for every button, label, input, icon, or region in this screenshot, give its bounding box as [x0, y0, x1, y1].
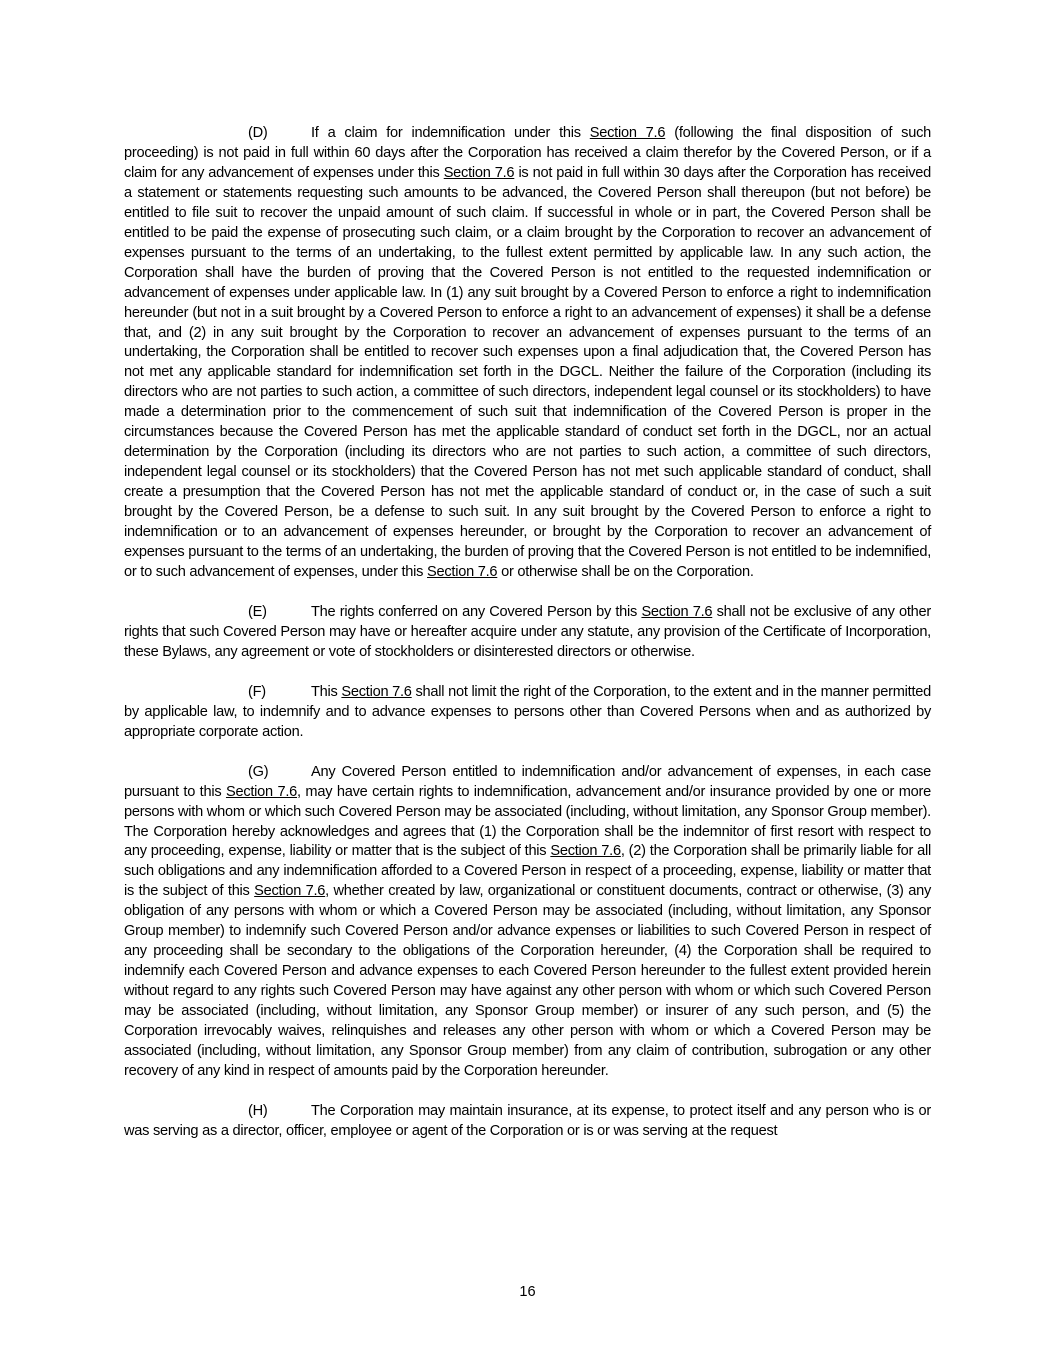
paragraph-label: (D) — [248, 125, 268, 141]
section-reference: Section 7.6 — [254, 883, 326, 900]
paragraph-h — [124, 1102, 931, 1142]
paragraph-label: (F) — [248, 683, 266, 700]
paragraph-d — [124, 124, 931, 583]
text-run: The Corporation may maintain insurance, at its expense, to protect itself and any person who is or was serving as a director, officer, employee or agent of the Corporation or is or was serving at the request — [124, 1102, 931, 1139]
section-reference: Section 7.6 — [443, 164, 515, 181]
text-run: , (2) the Corporation shall be primarily liable for all such obligations and any indemnification afforded to a Covered Person in respect of a proceeding, expense, liability or matter that is the subject of this — [124, 843, 931, 900]
text-run: (following the final disposition of such proceeding) is not paid in full within 60 days after the Corporation has received a claim therefor by the Covered Person, or if a claim for any advancement of expenses under this — [124, 125, 931, 181]
paragraph-e — [124, 603, 931, 663]
section-reference: Section 7.6 — [341, 683, 412, 700]
text-run: Any Covered Person entitled to indemnification and/or advancement of expenses, in each case pursuant to this — [124, 763, 931, 800]
section-reference: Section 7.6 — [641, 603, 713, 620]
text-run: shall not be exclusive of any other rights that such Covered Person may have or hereafter acquire under any statute, any provision of the Certificate of Incorporation, these Bylaws, any agreement or vote of stockholders or disinterested directors or otherwise. — [124, 603, 931, 660]
paragraph-label: (E) — [248, 603, 267, 620]
text-run: , may have certain rights to indemnification, advancement and/or insurance provided by one or more persons with whom or which such Covered Person may be associated (including, without limitation, any Sponsor Group member). The Corporation hereby acknowledges and agrees that (1) the Corporation shall be the indemnitor of first resort with respect to any proceeding, expense, liability or matter that is the subject of this — [124, 783, 931, 860]
text-run: The rights conferred on any Covered Person by this — [311, 603, 642, 620]
section-reference: Section 7.6 — [589, 125, 666, 141]
text-run: shall not limit the right of the Corporation, to the extent and in the manner permitted by applicable law, to indemnify and to advance expenses to persons other than Covered Persons when and as authorized by appropriate corporate action. — [124, 683, 931, 740]
text-run: , whether created by law, organizational or constituent documents, contract or otherwise, (3) any obligation of any persons with whom or which a Covered Person may be associated (including, without limitation, any Sponsor Group member) to indemnify such Covered Person and/or advance expenses or liabilities to such Covered Person in respect of any proceeding shall be secondary to the obligations of the Corporation hereunder, (4) the Corporation shall be required to indemnify each Covered Person and advance expenses to each Covered Person hereunder to the fullest extent provided herein without regard to any rights such Covered Person may have against any other person with whom or which such Covered Person may be associated (including, without limitation, any Sponsor Group member) or insurer of any such person, and (5) the Corporation irrevocably waives, relinquishes and releases any other person with whom or which a Covered Person may be associated (including, without limitation, any Sponsor Group member) from any claim of contribution, subrogation or any other recovery of any kind in respect of amounts paid by the Corporation hereunder. — [124, 883, 931, 1079]
paragraph-g — [124, 763, 931, 1082]
document-body — [124, 124, 931, 1162]
paragraph-label: (H) — [248, 1102, 268, 1119]
text-run: If a claim for indemnification under this — [311, 125, 590, 141]
text-run: or otherwise shall be on the Corporation. — [497, 563, 754, 580]
paragraph-f — [124, 683, 931, 743]
section-reference: Section 7.6 — [225, 783, 298, 800]
text-run: This — [311, 683, 342, 700]
page-number: 16 — [519, 1284, 536, 1300]
section-reference: Section 7.6 — [550, 843, 621, 860]
paragraph-label: (G) — [248, 763, 269, 780]
section-reference: Section 7.6 — [427, 563, 498, 580]
text-run: is not paid in full within 30 days after the Corporation has received a statement or statements requesting such amounts to be advanced, the Covered Person shall thereupon (but not before) be entitled to file suit to recover the unpaid amount of such claim. If successful in whole or in part, the Covered Person shall be entitled to be paid the expense of prosecuting such claim, or a claim brought by the Corporation to recover an advancement of expenses pursuant to the terms of an undertaking, to the fullest extent permitted by applicable law. In any such action, the Corporation shall have the burden of proving that the Covered Person is not entitled to the requested indemnification or advancement of expenses under applicable law. In (1) any suit brought by a Covered Person to enforce a right to indemnification hereunder (but not in a suit brought by a Covered Person to enforce a right to an advancement of expenses) it shall be a defense that, and (2) in any suit brought by the Corporation to recover an advancement of expenses pursuant to the terms of an undertaking, the Corporation shall be entitled to recover such expenses upon a final adjudication that, the Covered Person has not met any applicable standard for indemnification set forth in the DGCL. Neither the failure of the Corporation (including its directors who are not parties to such action, a committee of such directors, independent legal counsel or its stockholders) to have made a determination prior to the commencement of such suit that indemnification of the Covered Person is proper in the circumstances because the Covered Person has met the applicable standard of conduct set forth in the DGCL, nor an actual determination by the Corporation (including its directors who are not parties to such action, a committee of such directors, independent legal counsel or its stockholders) that the Covered Person has not met such applicable standard of conduct, shall create a presumption that the Covered Person has not met the applicable standard of conduct or, in the case of such a suit brought by the Covered Person, be a defense to such suit. In any suit brought by the Covered Person to enforce a right to indemnification or to an advancement of expenses hereunder, or brought by the Corporation to recover an advancement of expenses pursuant to the terms of an undertaking, the burden of proving that the Covered Person is not entitled to be indemnified, or to such advancement of expenses, under this — [124, 164, 931, 580]
